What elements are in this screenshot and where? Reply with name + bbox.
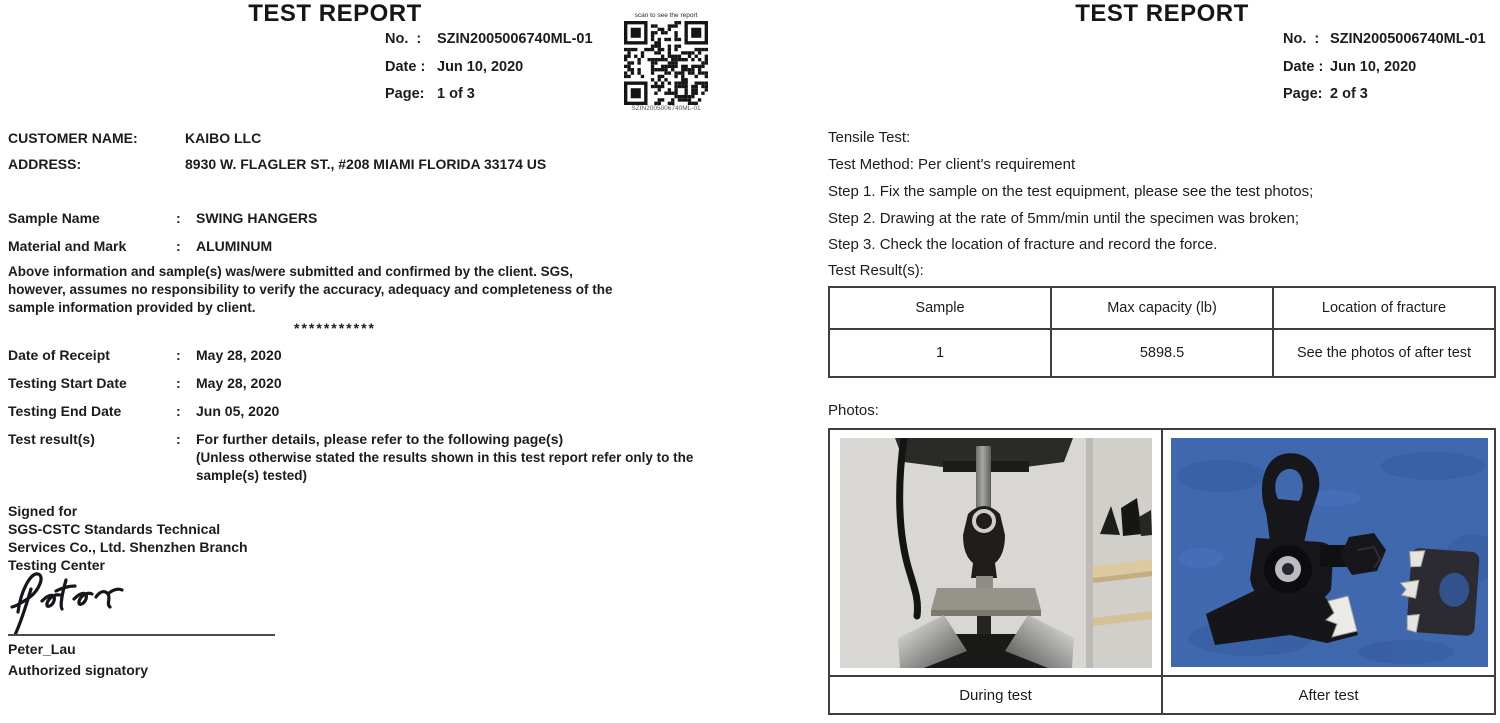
- signer-title: Authorized signatory: [8, 662, 149, 678]
- page1-meta-no: [385, 31, 593, 47]
- header-location-of-fracture: Location of fracture: [1321, 300, 1447, 316]
- test-result-value: For further details, please refer to the following page(s): [196, 431, 564, 447]
- test-result-row: [8, 431, 563, 447]
- step-3-line: Step 3. Check the location of fracture and record the force.: [828, 236, 1218, 253]
- handwritten-signature: [4, 566, 134, 636]
- material-row: [8, 238, 272, 254]
- signed-for-line-1: Signed for: [8, 503, 78, 519]
- testing-end-sep: :: [176, 403, 181, 419]
- customer-label: CUSTOMER NAME:: [8, 130, 138, 146]
- material-label: Material and Mark: [8, 238, 127, 254]
- date-of-receipt-sep: :: [176, 347, 181, 363]
- signed-for-line-4: Testing Center: [8, 557, 105, 573]
- report-no-value: SZIN2005006740ML-01: [437, 31, 593, 47]
- disclaimer-paragraph: Above information and sample(s) was/were submitted and confirmed by the client. SGS, however, assumes no responsibility to verify the accuracy, adequacy and completeness of the sample information provided by client.: [8, 264, 613, 315]
- caption-after-test: After test: [1298, 686, 1359, 704]
- signed-for-line-2: SGS-CSTC Standards Technical: [8, 521, 221, 537]
- page1-meta-date: [385, 59, 523, 75]
- date-of-receipt-label: Date of Receipt: [8, 347, 110, 363]
- cell-sample: 1: [935, 345, 945, 361]
- testing-end-label: Testing End Date: [8, 403, 122, 419]
- header-sample: Sample: [915, 300, 965, 316]
- test-method-line: Test Method: Per client's requirement: [828, 156, 1076, 173]
- address-label: ADDRESS:: [8, 156, 82, 172]
- photos-row: [830, 430, 1494, 675]
- qr-caption-bottom: SZIN2005006740ML-01: [631, 105, 701, 112]
- customer-value: KAIBO LLC: [185, 130, 262, 146]
- during-test-photo: [840, 438, 1152, 668]
- signed-for-line-3: Services Co., Ltd. Shenzhen Branch: [8, 539, 248, 555]
- testing-start-label: Testing Start Date: [8, 375, 127, 391]
- test-results-heading: Test Result(s):: [828, 262, 924, 279]
- results-table: [828, 286, 1496, 378]
- step-2-line: Step 2. Drawing at the rate of 5mm/min until the specimen was broken;: [828, 210, 1300, 227]
- after-test-photo: [1171, 438, 1488, 667]
- photo-cell-after-test: [1163, 430, 1494, 675]
- results-table-row: [830, 328, 1494, 376]
- material-sep: :: [176, 238, 181, 254]
- results-table-header-row: [830, 288, 1494, 328]
- material-value: ALUMINUM: [196, 238, 273, 254]
- sample-name-row: [8, 210, 317, 226]
- signer-name: Peter_Lau: [8, 641, 76, 657]
- test-result-note: (Unless otherwise stated the results shown in this test report refer only to the sample(s) tested): [196, 450, 694, 483]
- report-date-value: Jun 10, 2020: [1330, 59, 1417, 75]
- sample-name-label: Sample Name: [8, 210, 100, 226]
- cell-location-of-fracture: See the photos of after test: [1296, 345, 1472, 361]
- report-no-value: SZIN2005006740ML-01: [1330, 31, 1486, 47]
- page1-meta-page: [385, 86, 475, 102]
- report-no-label: No. :: [385, 31, 422, 47]
- page2-meta-no: [1283, 31, 1486, 47]
- page1-title: TEST REPORT: [248, 0, 422, 27]
- qr-code-block: [620, 12, 712, 113]
- report-date-label: Date :: [385, 59, 426, 75]
- testing-end-value: Jun 05, 2020: [196, 403, 280, 419]
- tensile-test-heading: Tensile Test:: [828, 129, 911, 146]
- test-result-sep: :: [176, 431, 181, 447]
- date-of-receipt-row: [8, 347, 282, 363]
- address-row: [8, 156, 546, 172]
- testing-end-row: [8, 403, 279, 419]
- address-value: 8930 W. FLAGLER ST., #208 MIAMI FLORIDA 33174 US: [185, 156, 547, 172]
- report-page-value: 2 of 3: [1330, 86, 1368, 102]
- testing-start-value: May 28, 2020: [196, 375, 282, 391]
- customer-row: [8, 130, 261, 146]
- signature-line: [8, 634, 275, 636]
- report-no-label: No. :: [1283, 31, 1320, 47]
- page2-title: TEST REPORT: [1075, 0, 1249, 27]
- qr-code-icon: [624, 21, 708, 105]
- cell-max-capacity: 5898.5: [1050, 330, 1274, 376]
- report-date-value: Jun 10, 2020: [437, 59, 524, 75]
- test-result-label: Test result(s): [8, 431, 95, 447]
- qr-caption-top: scan to see the report: [634, 12, 698, 19]
- photos-table: [828, 428, 1496, 715]
- photos-label: Photos:: [828, 402, 879, 419]
- page2-meta-date: [1283, 59, 1416, 75]
- caption-during-test: During test: [830, 677, 1163, 713]
- page2-meta-page: [1283, 86, 1368, 102]
- header-max-capacity: Max capacity (lb): [1050, 288, 1274, 328]
- sample-name-sep: :: [176, 210, 181, 226]
- separator-stars: ***********: [294, 320, 376, 336]
- photo-cell-during-test: [830, 430, 1163, 675]
- report-date-label: Date :: [1283, 59, 1324, 75]
- date-of-receipt-value: May 28, 2020: [196, 347, 282, 363]
- photo-captions-row: [830, 675, 1494, 713]
- report-page-label: Page:: [385, 86, 425, 102]
- step-1-line: Step 1. Fix the sample on the test equipment, please see the test photos;: [828, 183, 1314, 200]
- report-page-label: Page:: [1283, 86, 1323, 102]
- testing-start-row: [8, 375, 282, 391]
- sample-name-value: SWING HANGERS: [196, 210, 318, 226]
- report-page-value: 1 of 3: [437, 86, 475, 102]
- testing-start-sep: :: [176, 375, 181, 391]
